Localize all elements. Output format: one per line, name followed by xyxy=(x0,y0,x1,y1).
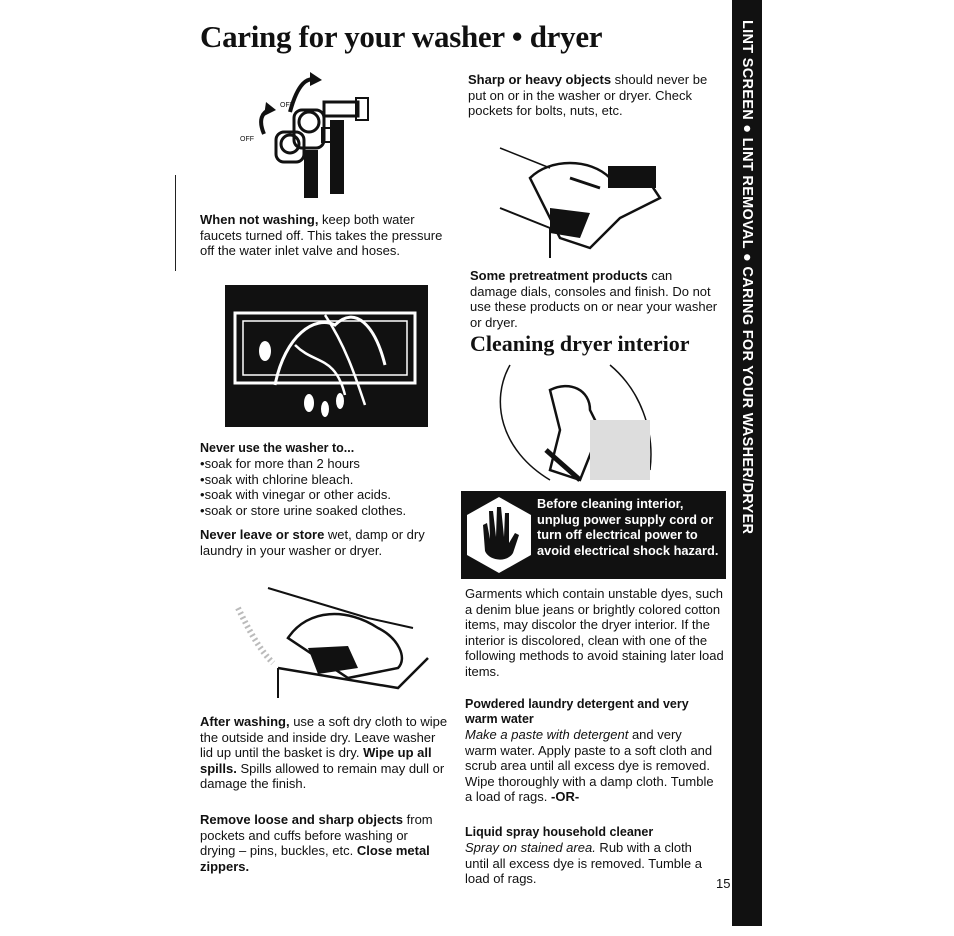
not-washing-text: keep both water faucets turned off. This takes the pressure off the water inlet valve and hoses. xyxy=(200,212,443,259)
list-item: • soak with chlorine bleach. xyxy=(200,472,450,488)
liquid-text: Rub with a cloth until all excess dye is removed. Tumble a load of rags. xyxy=(465,840,702,887)
remove-loose-text: from pockets and cuffs before washing or drying – pins, buckles, etc. xyxy=(200,812,433,859)
warning-box xyxy=(461,491,726,579)
powdered-heading: Powdered laundry detergent and very warm water xyxy=(465,697,689,726)
list-item: • soak with vinegar or other acids. xyxy=(200,487,450,503)
powdered-detergent-block xyxy=(465,697,715,805)
never-use-heading: Never use the washer to... xyxy=(200,441,355,455)
warning-hand-icon xyxy=(465,495,533,575)
never-leave-lead: Never leave or store xyxy=(200,527,325,542)
section-title: Cleaning dryer interior xyxy=(470,331,690,356)
after-washing-block xyxy=(200,714,448,792)
not-washing-block xyxy=(200,212,450,259)
laundry-illustration xyxy=(225,285,428,427)
pocket-drawing xyxy=(490,138,670,258)
laundry-drawing xyxy=(225,285,428,427)
sharp-objects-lead: Sharp or heavy objects xyxy=(468,72,612,87)
sharp-objects-text: should never be put on or in the washer or dryer. Check pockets for bolts, nuts, etc. xyxy=(468,72,708,119)
after-washing-lead: After washing, xyxy=(200,714,290,729)
never-leave-block xyxy=(200,527,445,558)
wipe-spills-lead: Wipe up all spills. xyxy=(200,745,432,776)
close-zippers-lead: Close metal zippers. xyxy=(200,843,430,874)
wiping-drawing xyxy=(228,568,433,703)
pocket-illustration xyxy=(490,138,670,258)
list-item: • soak for more than 2 hours xyxy=(200,456,450,472)
sidebar-label: LINT SCREEN ● LINT REMOVAL ● CARING FOR YOUR WASHER/DRYER xyxy=(739,20,755,535)
sidebar-tab xyxy=(732,0,762,926)
dryer-interior-illustration xyxy=(490,360,660,488)
garments-text: Garments which contain unstable dyes, such a denim blue jeans or brightly colored cotton items, may discolor the dryer interior. If the interior is discolored, clean with one of the following methods to avoid staining later load items. xyxy=(465,586,724,679)
powdered-text: and very warm water. Apply paste to a soft cloth and scrub area until all excess dye is removed. Wipe thoroughly with a damp cloth. Tumble a load of rags. xyxy=(465,727,714,805)
faucet-illustration xyxy=(238,72,388,202)
liquid-spray-block xyxy=(465,825,705,887)
powdered-italic: Make a paste with detergent xyxy=(465,727,629,742)
not-washing-lead: When not washing, xyxy=(200,212,319,227)
never-use-list xyxy=(200,456,450,518)
wiping-illustration xyxy=(228,568,433,703)
margin-line xyxy=(175,175,176,271)
sharp-objects-block xyxy=(468,72,718,119)
never-leave-text: wet, damp or dry laundry in your washer or dryer. xyxy=(200,527,425,558)
dryer-interior-drawing xyxy=(490,360,660,488)
after-washing-text-2: Spills allowed to remain may dull or damage the finish. xyxy=(200,760,445,792)
pretreatment-block xyxy=(470,268,720,330)
page-title: Caring for your washer • dryer xyxy=(200,19,603,54)
warning-text: Before cleaning interior, unplug power supply cord or turn off electrical power to avoid electrical shock hazard. xyxy=(537,496,719,558)
never-use-block xyxy=(200,441,450,518)
faucet-drawing xyxy=(238,72,388,202)
pretreatment-lead: Some pretreatment products xyxy=(470,268,648,283)
pretreatment-text: can damage dials, consoles and finish. Do not use these products on or near your washer or dryer. xyxy=(470,268,718,330)
after-washing-text: use a soft dry cloth to wipe the outside and inside dry. Leave washer lid up until the basket is dry. xyxy=(200,714,448,761)
list-item: • soak or store urine soaked clothes. xyxy=(200,503,450,519)
remove-loose-lead: Remove loose and sharp objects xyxy=(200,812,404,827)
page-number: 15 xyxy=(716,876,731,891)
liquid-heading: Liquid spray household cleaner xyxy=(465,825,654,839)
liquid-italic: Spray on stained area. xyxy=(465,840,596,855)
faucet-label-off-top: OFF xyxy=(280,102,294,109)
or-label: -OR- xyxy=(551,789,580,805)
faucet-label-off-left: OFF xyxy=(240,136,254,143)
garments-block xyxy=(465,586,727,680)
remove-loose-block xyxy=(200,812,445,874)
